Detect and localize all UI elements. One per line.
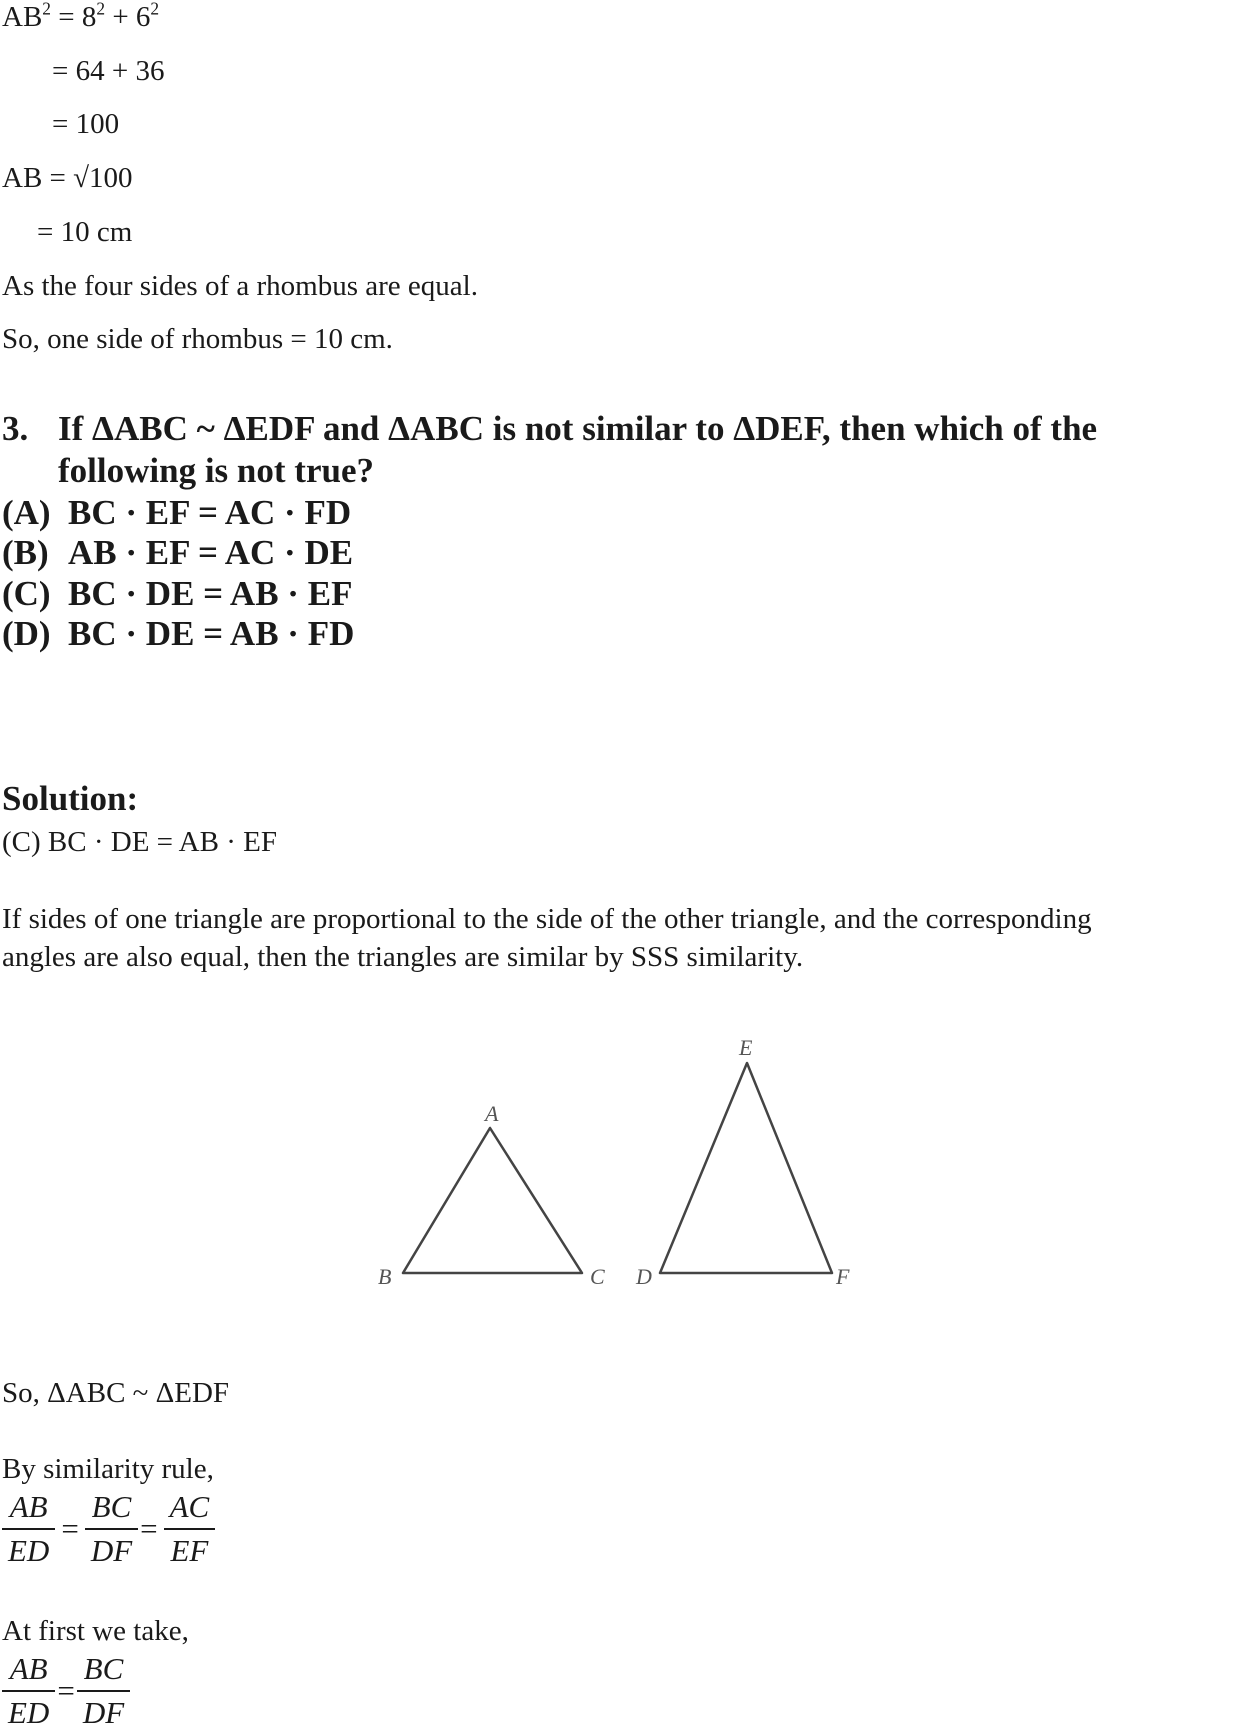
option-text: BC · DE = AB · FD [68, 614, 355, 653]
equals-sign: = [61, 1511, 79, 1546]
equals-sign: = [57, 1673, 75, 1708]
calc-line-4: AB = √100 [2, 162, 133, 194]
solution-answer: (C) BC · DE = AB · EF [2, 826, 277, 858]
fraction-bc-df: $\frac{BC}{DF}$ [85, 1486, 138, 1572]
triangle-abc [403, 1128, 582, 1273]
fraction-ab-ed: $\frac{AB}{ED}$ [2, 1648, 55, 1734]
option-text: BC · EF = AC · FD [68, 493, 352, 532]
calc-line-6: As the four sides of a rhombus are equal. [2, 270, 478, 302]
calc-line-5: = 10 cm [37, 216, 133, 248]
triangles-figure [370, 1030, 870, 1290]
option-b [2, 532, 354, 574]
question-number: 3. [2, 409, 29, 448]
vertex-label-f: F [836, 1264, 850, 1289]
exponent: 2 [42, 0, 51, 19]
option-text: BC · DE = AB · EF [68, 574, 353, 613]
equals-sign: = [140, 1511, 158, 1546]
eq-prefix: = 8 [51, 1, 97, 33]
fraction-ab-ed: $\frac{AB}{ED}$ [2, 1486, 55, 1572]
calc-line-1 [2, 0, 159, 34]
fraction-bc-df: $\frac{BC}{DF}$ [77, 1648, 130, 1734]
option-label: (D) [2, 614, 51, 653]
option-label: (C) [2, 574, 51, 613]
ab-label: AB [2, 1, 43, 33]
option-label: (A) [2, 493, 51, 532]
calc-line-3: = 100 [52, 108, 120, 140]
ratio-equation-2 [2, 1648, 130, 1734]
question-text-line-1: If ΔABC ~ ΔEDF and ΔABC is not similar to ΔDEF, then which of the [58, 409, 1098, 448]
plus-term: + 6 [105, 1, 151, 33]
vertex-label-d: D [636, 1264, 652, 1289]
calc-line-2: = 64 + 36 [52, 55, 165, 87]
option-label: (B) [2, 533, 49, 572]
triangle-def [660, 1063, 832, 1273]
option-text: AB · EF = AC · DE [68, 533, 354, 572]
rule-intro: By similarity rule, [2, 1453, 214, 1485]
option-d [2, 613, 355, 655]
vertex-label-a: A [485, 1101, 499, 1126]
fraction-ac-ef: $\frac{AC}{EF}$ [164, 1486, 216, 1572]
solution-para-line-2: angles are also equal, then the triangles are similar by SSS similarity. [2, 941, 804, 973]
similar-statement: So, ΔABC ~ ΔEDF [2, 1377, 230, 1409]
option-c [2, 573, 353, 615]
question-text-line-2: following is not true? [58, 451, 374, 490]
solution-heading: Solution: [2, 779, 139, 818]
exponent: 2 [150, 0, 160, 19]
vertex-label-c: C [590, 1264, 605, 1289]
vertex-label-b: B [378, 1264, 392, 1289]
exponent: 2 [96, 0, 106, 19]
vertex-label-e: E [739, 1035, 753, 1060]
ratio-equation-1 [2, 1486, 215, 1572]
option-a [2, 492, 352, 534]
first-intro: At first we take, [2, 1615, 189, 1647]
solution-para-line-1: If sides of one triangle are proportional to the side of the other triangle, and the corresponding [2, 903, 1092, 935]
calc-line-7: So, one side of rhombus = 10 cm. [2, 323, 393, 355]
